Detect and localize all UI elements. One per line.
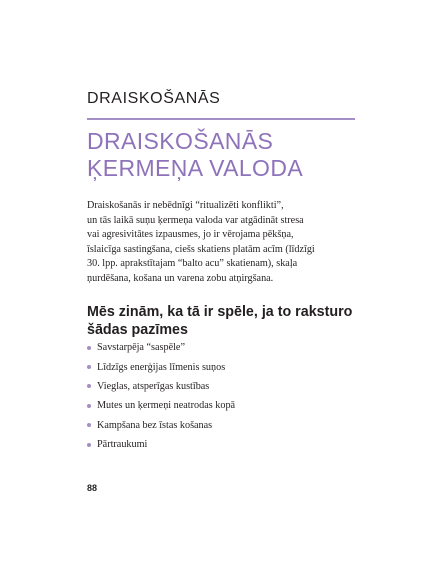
page-number: 88 [87,483,98,493]
list-item [87,416,235,435]
list-item [87,396,235,415]
body-line: vai agresivitātes izpausmes, jo ir vērojama pēkšņa, [87,229,294,241]
bullet-icon [87,346,91,350]
list-item [87,377,235,396]
bullet-icon [87,365,91,369]
bullet-icon [87,384,91,388]
subheading-line: Mēs zinām, ka tā ir spēle, ja to raksturo [87,304,353,320]
bullet-list [87,338,235,454]
list-item-text: Vieglas, atsperīgas kustības [97,380,210,392]
body-line: ņurdēšana, košana un varena zobu atņirgšana. [87,272,274,284]
subheading [87,303,387,339]
bullet-icon [87,404,91,408]
body-paragraph [87,199,377,287]
body-line: īslaicīga sastingšana, ciešs skatiens platām acīm (līdzīgi [87,243,315,255]
subheading-line: šādas pazīmes [87,322,188,338]
list-item-text: Kampšana bez īstas košanas [97,419,213,431]
section-title-line: DRAISKOŠANĀS [87,128,274,154]
chapter-label: DRAISKOŠANĀS [87,90,221,107]
list-item-text: Pārtraukumi [97,439,148,451]
chapter-divider [87,118,355,120]
list-item-text: Savstarpēja “saspēle” [97,342,185,354]
bullet-icon [87,423,91,427]
section-title-line: ĶERMEŅA VALODA [87,155,304,181]
list-item-text: Līdzīgs enerģijas līmenis suņos [97,361,226,373]
bullet-icon [87,443,91,447]
section-title [87,128,387,182]
body-line: Draiskošanās ir nebēdnīgi “ritualizēti konflikti”, [87,200,284,211]
list-item [87,435,235,454]
list-item-text: Mutes un ķermeņi neatrodas kopā [97,400,236,412]
body-line: un tās laikā suņu ķermeņa valoda var atgādināt stresa [87,214,304,226]
body-line: 30. lpp. aprakstītajam “balto acu” skatienam), skaļa [87,258,298,270]
list-item [87,357,235,376]
list-item [87,338,235,357]
